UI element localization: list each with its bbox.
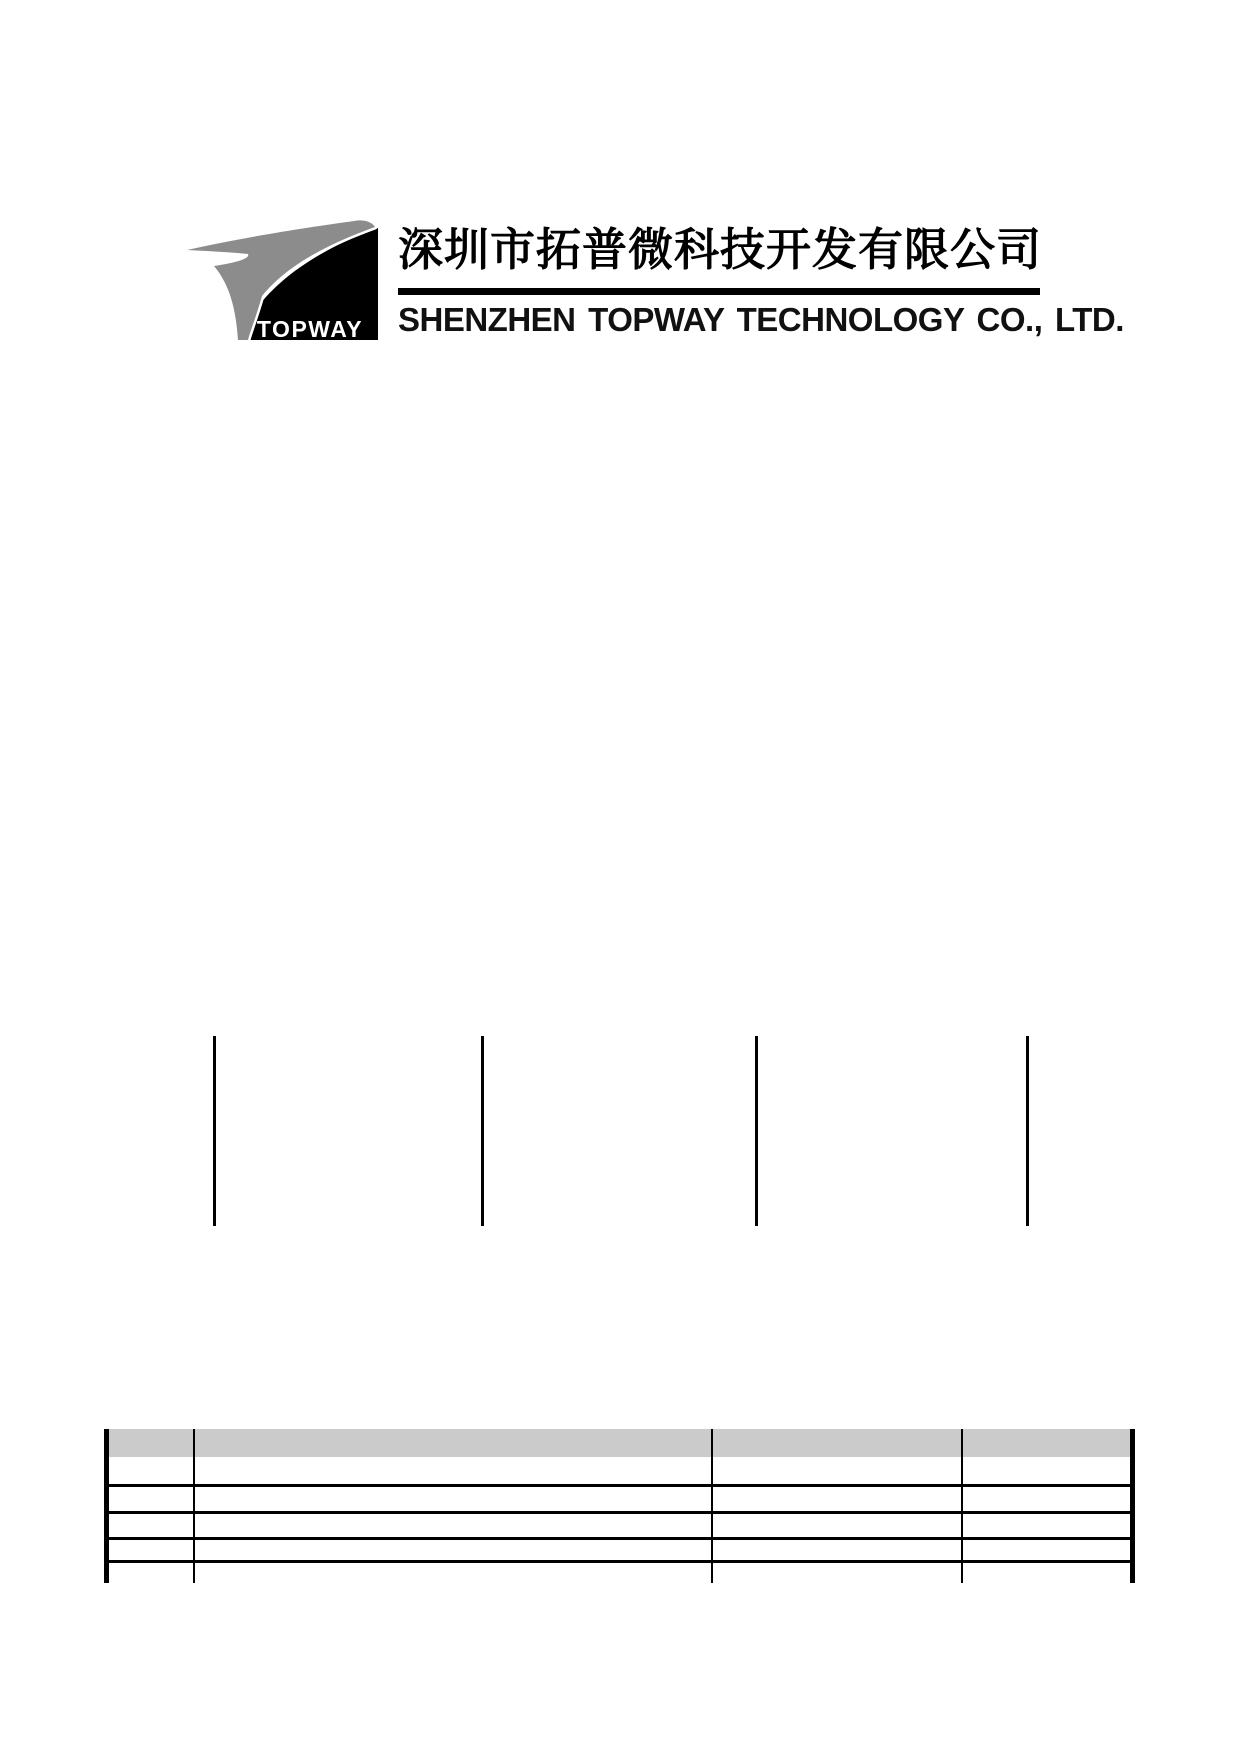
revision-table-header-row xyxy=(104,1429,1135,1457)
revision-table-left-border xyxy=(104,1429,109,1583)
title-divider-rule xyxy=(398,288,1040,295)
revision-table-row-line-2 xyxy=(104,1511,1135,1514)
revision-table-row-line-4 xyxy=(104,1560,1135,1563)
signature-column-separator-4 xyxy=(1026,1036,1029,1226)
revision-table xyxy=(104,1429,1135,1583)
company-name-chinese: 深圳市拓普微科技开发有限公司 xyxy=(398,224,1043,275)
logo-wordmark: TOPWAY xyxy=(256,316,364,342)
revision-table-row-line-3 xyxy=(104,1537,1135,1540)
revision-table-right-border xyxy=(1130,1429,1135,1583)
company-title-block xyxy=(398,222,1124,339)
signature-column-separator-2 xyxy=(481,1036,484,1226)
topway-logo xyxy=(175,215,385,345)
signature-column-separator-1 xyxy=(213,1036,216,1226)
company-name-english: SHENZHEN TOPWAY TECHNOLOGY CO., LTD. xyxy=(398,301,1124,339)
revision-table-row-line-1 xyxy=(104,1484,1135,1487)
signature-column-separator-3 xyxy=(755,1036,758,1226)
